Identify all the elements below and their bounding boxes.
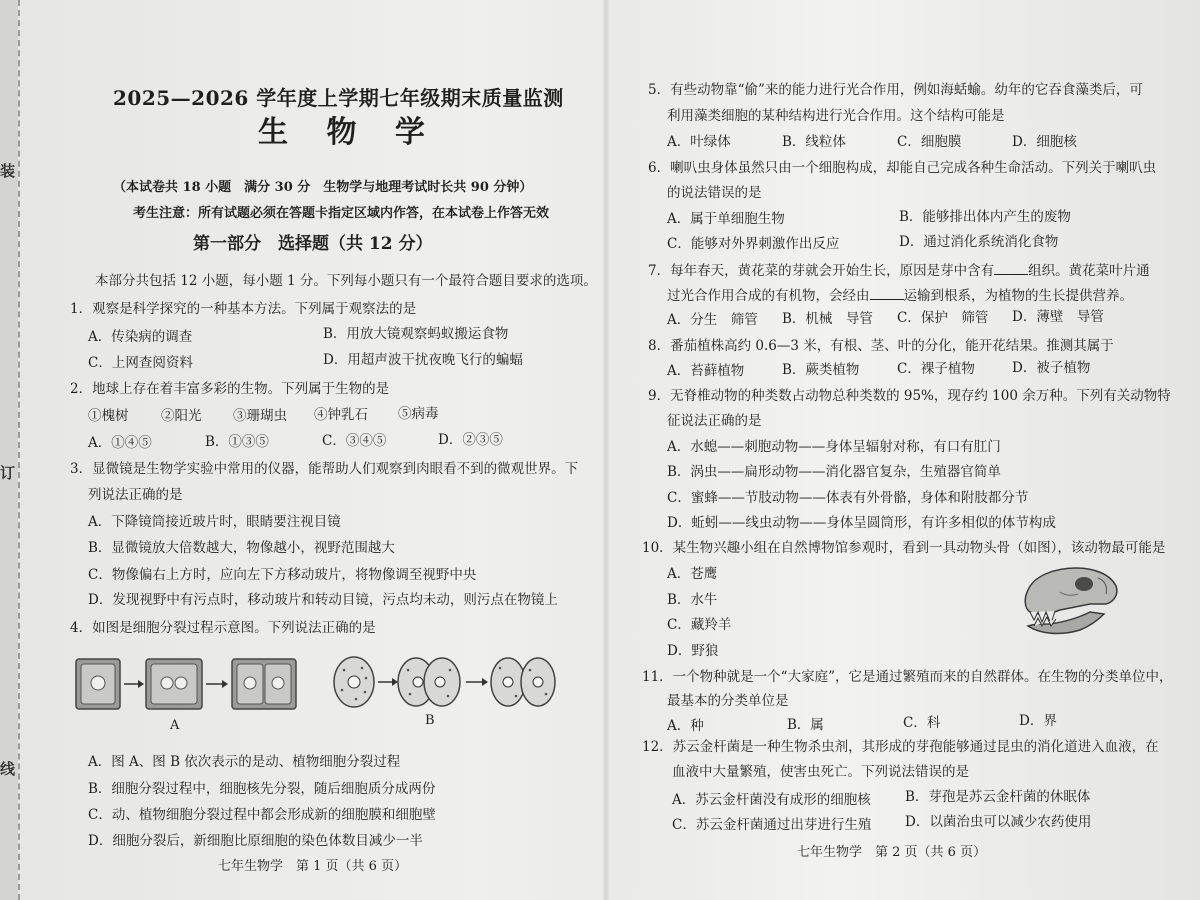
q1-option-a: A．传染病的调查: [88, 329, 193, 345]
q7-stem-line2: [667, 287, 1133, 304]
q8-stem: 8．番茄植株高约 0.6—3 米，有根、茎、叶的分化，能开花结果。推测其属于: [648, 338, 1114, 354]
arrow-icon: [466, 678, 488, 686]
q11-stem-line2: 最基本的分类单位是: [667, 693, 789, 709]
q7-stem-line1: [648, 262, 1150, 279]
plant-cell-division-figure: [76, 657, 301, 713]
plant-cell-3: [232, 659, 296, 709]
part1-heading: 第一部分 选择题（共 12 分）: [193, 234, 433, 254]
subject-title: 生 物 学: [258, 115, 439, 150]
q5-option-c: C．细胞膜: [897, 134, 962, 150]
q12-option-c: C．苏云金杆菌通过出芽进行生殖: [672, 817, 872, 833]
q11-option-c: C．科: [903, 715, 941, 731]
plant-cell-2: [146, 659, 202, 709]
q8-option-a: A．苔藓植物: [667, 363, 745, 379]
q6-stem-line1: 6．喇叭虫身体虽然只由一个细胞构成，却能自己完成各种生命活动。下列关于喇叭虫: [648, 160, 1157, 176]
q8-option-c: C．裸子植物: [897, 361, 975, 377]
q3-option-b: B．显微镜放大倍数越大，物像越小，视野范围越大: [88, 540, 395, 556]
figure-b-label: B: [425, 713, 435, 728]
q12-option-b: B．芽孢是苏云金杆菌的休眠体: [905, 789, 1091, 805]
q12-option-a: A．苏云金杆菌没有成形的细胞核: [672, 792, 871, 808]
q5-option-b: B．线粒体: [782, 134, 846, 150]
q4-option-c: C．动、植物细胞分裂过程中都会形成新的细胞膜和细胞壁: [88, 807, 436, 823]
q1-stem: 1．观察是科学探究的一种基本方法。下列属于观察法的是: [70, 301, 417, 317]
q10-stem: 10．某生物兴趣小组在自然博物馆参观时，看到一具动物头骨（如图），该动物最可能是: [642, 540, 1166, 556]
arrow-icon: [378, 678, 398, 686]
q2-item-1: ①槐树: [88, 408, 129, 424]
arrow-icon: [124, 680, 144, 688]
exam-notice: 考生注意：所有试题必须在答题卡指定区域内作答，在本试卷上作答无效: [133, 206, 550, 221]
q10-option-c: C．藏羚羊: [667, 617, 732, 633]
plant-cell-1: [76, 659, 120, 709]
q1-option-b: B．用放大镜观察蚂蚁搬运食物: [323, 326, 509, 342]
left-page-footer: 七年生物学 第 1 页（共 6 页）: [218, 859, 408, 874]
q11-stem-line1: 11．一个物种就是一个“大家庭”，它是通过繁殖而来的自然群体。在生物的分类单位中，: [642, 669, 1173, 685]
q12-stem-line2: 血液中大量繁殖，使害虫死亡。下列说法错误的是: [672, 764, 969, 780]
exam-title: 2025—2026 学年度上学期七年级期末质量监测: [113, 86, 564, 110]
q7-stem-line2-part2: 运输到根系，为植物的生长提供营养。: [903, 288, 1133, 304]
q7-stem-line1-part2: 组织。黄花菜叶片通: [1028, 263, 1150, 279]
q7-option-a: A．分生 筛管: [667, 312, 758, 328]
q7-option-d: D．薄壁 导管: [1012, 309, 1104, 325]
q7-option-b: B．机械 导管: [782, 311, 873, 327]
q3-stem-line1: 3．显微镜是生物学实验中常用的仪器，能帮助人们观察到肉眼看不到的微观世界。下: [70, 461, 579, 477]
q3-option-d: D．发现视野中有污点时，移动玻片和转动目镜，污点均未动，则污点在物镜上: [88, 592, 558, 608]
figure-a-label: A: [170, 718, 180, 733]
q2-item-2: ②阳光: [161, 408, 202, 424]
right-page-footer: 七年生物学 第 2 页（共 6 页）: [797, 845, 987, 860]
q6-option-c: C．能够对外界刺激作出反应: [667, 236, 840, 252]
q4-option-d: D．细胞分裂后，新细胞比原细胞的染色体数目减少一半: [88, 833, 423, 849]
q2-stem: 2．地球上存在着丰富多彩的生物。下列属于生物的是: [70, 381, 390, 397]
q4-option-a: A．图 A、图 B 依次表示的是动、植物细胞分裂过程: [88, 754, 401, 770]
binding-char-mid: 订: [0, 464, 16, 482]
q3-option-a: A．下降镜筒接近玻片时，眼睛要注视目镜: [88, 514, 341, 530]
arrow-icon: [206, 680, 228, 688]
page-fold: [603, 0, 609, 900]
q7-stem-line2-part1: 过光合作用合成的有机物，会经由: [667, 288, 870, 304]
q11-option-a: A．种: [667, 718, 704, 734]
q12-option-d: D．以菌治虫可以减少农药使用: [905, 814, 1092, 830]
animal-cell-1: [334, 657, 374, 707]
q6-stem-line2: 的说法错误的是: [667, 185, 762, 201]
q1-option-c: C．上网查阅资料: [88, 355, 193, 371]
part1-intro: 本部分共包括 12 小题，每小题 1 分。下列每小题只有一个最符合题目要求的选项。: [95, 273, 597, 289]
q11-option-b: B．属: [787, 717, 824, 733]
q9-stem-line1: 9．无脊椎动物的种类数占动物总种类数的 95%，现存约 100 余万种。下列有关动物特: [648, 388, 1171, 404]
binding-char-top: 装: [0, 162, 16, 180]
q2-option-b: B．①③⑤: [205, 434, 269, 450]
q2-item-4: ④钟乳石: [314, 407, 368, 423]
q7-stem-line1-part1: 7．每年春天，黄花菜的芽就会开始生长，原因是芽中含有: [648, 263, 995, 279]
q10-option-d: D．野狼: [667, 643, 719, 659]
q5-stem-line1: 5．有些动物靠“偷”来的能力进行光合作用，例如海蛞蝓。幼年的它吞食藻类后，可: [648, 82, 1143, 98]
animal-cell-3: [491, 658, 555, 706]
q6-option-a: A．属于单细胞生物: [667, 211, 785, 227]
binding-char-bottom: 线: [0, 760, 16, 778]
q3-stem-line2: 列说法正确的是: [88, 487, 183, 503]
q4-stem: 4．如图是细胞分裂过程示意图。下列说法正确的是: [70, 620, 376, 636]
animal-cell-2: [398, 658, 460, 706]
q5-stem-line2: 利用藻类细胞的某种结构进行光合作用。这个结构可能是: [667, 108, 1005, 124]
q2-item-5: ⑤病毒: [398, 406, 439, 422]
q9-option-d: D．蚯蚓——线虫动物——身体呈圆筒形，有许多相似的体节构成: [667, 515, 1056, 531]
animal-skull-figure: [1020, 562, 1120, 644]
q6-option-d: D．通过消化系统消化食物: [899, 234, 1059, 250]
animal-cell-division-figure: [332, 652, 560, 712]
q9-stem-line2: 征说法正确的是: [667, 413, 762, 429]
q8-option-d: D．被子植物: [1012, 360, 1091, 376]
q2-option-a: A．①④⑤: [88, 435, 152, 451]
q10-option-a: A．苍鹰: [667, 566, 718, 582]
q2-option-c: C．③④⑤: [322, 433, 387, 449]
q2-option-d: D．②③⑤: [438, 432, 503, 448]
q6-option-b: B．能够排出体内产生的废物: [899, 209, 1071, 225]
q9-option-b: B．涡虫——扁形动物——消化器官复杂，生殖器官简单: [667, 464, 1001, 480]
q10-option-b: B．水牛: [667, 592, 718, 608]
q11-option-d: D．界: [1019, 713, 1057, 729]
q8-option-b: B．蕨类植物: [782, 362, 860, 378]
q1-option-d: D．用超声波干扰夜晚飞行的蝙蝠: [323, 352, 523, 368]
q9-option-c: C．蜜蜂——节肢动物——体表有外骨骼，身体和附肢都分节: [667, 490, 1029, 506]
q12-stem-line1: 12．苏云金杆菌是一种生物杀虫剂，其形成的芽孢能够通过昆虫的消化道进入血液，在: [642, 739, 1159, 755]
q2-item-3: ③珊瑚虫: [233, 408, 287, 424]
q5-option-a: A．叶绿体: [667, 134, 731, 150]
binding-dashed-line: [18, 0, 20, 900]
q7-option-c: C．保护 筛管: [897, 310, 989, 326]
q5-option-d: D．细胞核: [1012, 134, 1077, 150]
q7-blank-1: [994, 262, 1028, 275]
exam-info: （本试卷共 18 小题 满分 30 分 生物学与地理考试时长共 90 分钟）: [113, 180, 533, 195]
q4-option-b: B．细胞分裂过程中，细胞核先分裂，随后细胞质分成两份: [88, 781, 436, 797]
q9-option-a: A．水螅——刺胞动物——身体呈辐射对称，有口有肛门: [667, 439, 1001, 455]
q3-option-c: C．物像偏右上方时，应向左下方移动玻片，将物像调至视野中央: [88, 567, 477, 583]
q7-blank-2: [870, 287, 904, 300]
